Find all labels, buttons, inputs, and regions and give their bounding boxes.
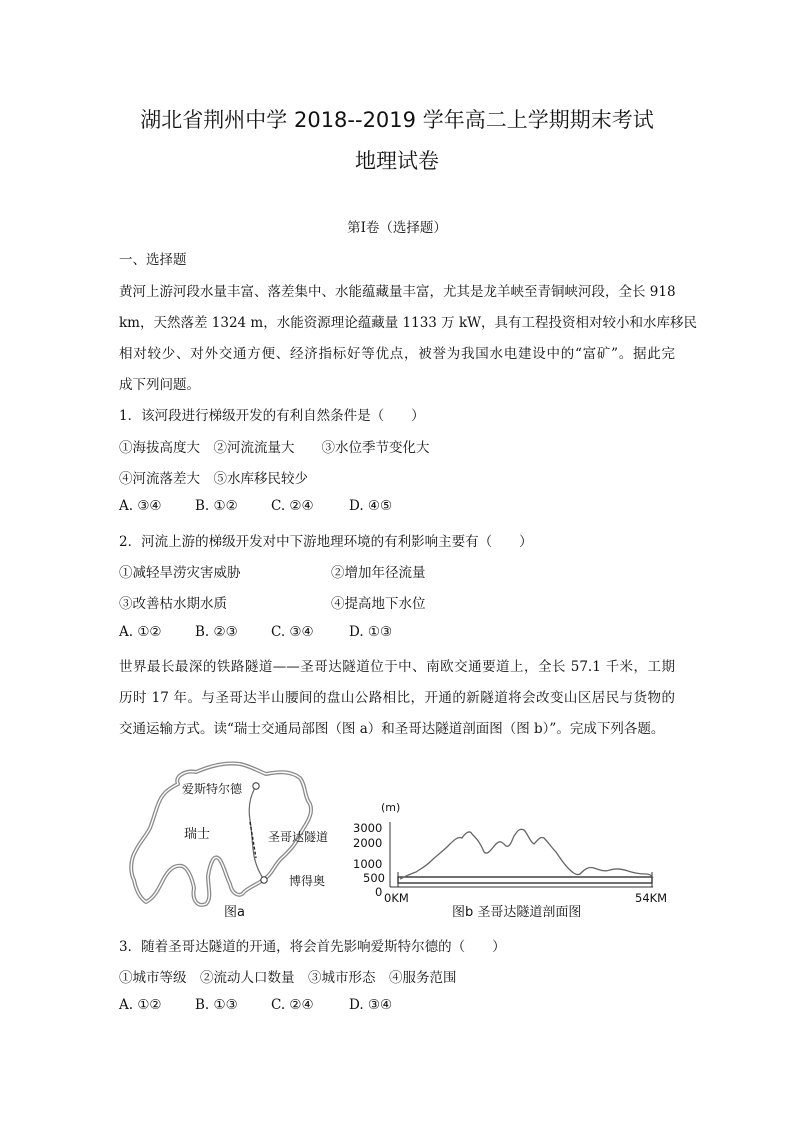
option-b[interactable]: B. ①②	[195, 498, 238, 514]
passage1-line: 黄河上游河段水量丰富、落差集中、水能蕴藏量丰富，尤其是龙羊峡至青铜峡河段，全长 918	[119, 284, 676, 300]
y-tick-label: 2000	[353, 836, 383, 850]
figure-svg	[100, 752, 700, 927]
question-3-items: ①城市等级 ②流动人口数量 ③城市形态 ④服务范围	[119, 970, 457, 986]
question-2-stem: 2．河流上游的梯级开发对中下游地理环境的有利影响主要有（ ）	[119, 534, 533, 550]
passage2-line: 世界最长最深的铁路隧道——圣哥达隧道位于中、南欧交通要道上，全长 57.1 千米，工期	[119, 659, 675, 675]
city-marker	[253, 783, 259, 789]
y-tick-label: 500	[363, 871, 385, 885]
x-end-label: 54KM	[635, 891, 668, 905]
option-d[interactable]: D. ①③	[349, 624, 393, 640]
figure-group	[100, 752, 700, 927]
passage2-line: 交通运输方式。读“瑞士交通局部图（图 a）和圣哥达隧道剖面图（图 b）”。完成下列各题。	[119, 721, 665, 737]
passage1-line: km，天然落差 1324 m，水能资源理论蕴藏量 1133 万 kW，具有工程投资相对较小和水库移民	[119, 315, 698, 331]
option-c[interactable]: C. ③④	[271, 624, 314, 640]
y-tick-label: 3000	[353, 821, 383, 835]
label-city2: 博得奥	[289, 874, 326, 888]
option-d[interactable]: D. ③④	[349, 997, 393, 1013]
option-c[interactable]: C. ②④	[271, 498, 314, 514]
exam-title: 湖北省荆州中学 2018--2019 学年高二上学期期末考试	[140, 108, 654, 132]
figure-b-caption: 图b 圣哥达隧道剖面图	[452, 905, 582, 920]
q2-item: ④提高地下水位	[331, 596, 426, 612]
label-tunnel: 圣哥达隧道	[268, 830, 329, 844]
question-1-stem: 1．该河段进行梯级开发的有利自然条件是（ ）	[119, 408, 425, 424]
question-3-options	[119, 997, 392, 1013]
exam-subtitle: 地理试卷	[355, 149, 439, 173]
y-tick-label: 0	[375, 885, 383, 899]
question-3-stem: 3．随着圣哥达隧道的开通，将会首先影响爱斯特尔德的（ ）	[119, 939, 506, 955]
terrain-profile	[400, 829, 653, 879]
option-a[interactable]: A. ①②	[119, 624, 162, 640]
tunnel-band	[398, 877, 652, 883]
option-b[interactable]: B. ②③	[195, 624, 238, 640]
option-b[interactable]: B. ①③	[195, 997, 238, 1013]
unit-label: (m)	[381, 801, 401, 814]
q2-item: ③改善枯水期水质	[119, 596, 227, 612]
passage2-line: 历时 17 年。与圣哥达半山腰间的盘山公路相比，开通的新隧道将会改变山区居民与货物的	[119, 690, 675, 706]
question-2-items	[119, 561, 426, 581]
city-marker	[261, 877, 267, 883]
part-heading: 一、选择题	[119, 252, 187, 268]
question-2-items	[119, 592, 426, 612]
option-a[interactable]: A. ③④	[119, 498, 162, 514]
figure-b	[353, 801, 667, 920]
figure-a-caption: 图a	[224, 905, 245, 920]
option-c[interactable]: C. ②④	[271, 997, 314, 1013]
label-country: 瑞士	[184, 827, 211, 842]
question-1-items: ④河流落差大 ⑤水库移民较少	[119, 471, 308, 487]
q2-item: ①减轻旱涝灾害威胁	[119, 565, 241, 581]
q2-item: ②增加年径流量	[331, 565, 426, 581]
passage1-line: 成下列问题。	[119, 377, 200, 393]
figure-a	[131, 763, 328, 920]
question-1-options	[119, 498, 392, 514]
volume-heading: 第Ⅰ卷（选择题）	[347, 220, 447, 236]
question-2-options	[119, 624, 392, 640]
passage1-line: 相对较少、对外交通方便、经济指标好等优点，被誉为我国水电建设中的“富矿”。据此完	[119, 346, 675, 362]
option-d[interactable]: D. ④⑤	[349, 498, 393, 514]
x-start-label: 0KM	[384, 891, 409, 905]
label-city1: 爱斯特尔德	[182, 782, 243, 796]
option-a[interactable]: A. ①②	[119, 997, 162, 1013]
y-tick-label: 1000	[353, 857, 383, 871]
question-1-items: ①海拔高度大 ②河流流量大 ③水位季节变化大	[119, 440, 430, 456]
